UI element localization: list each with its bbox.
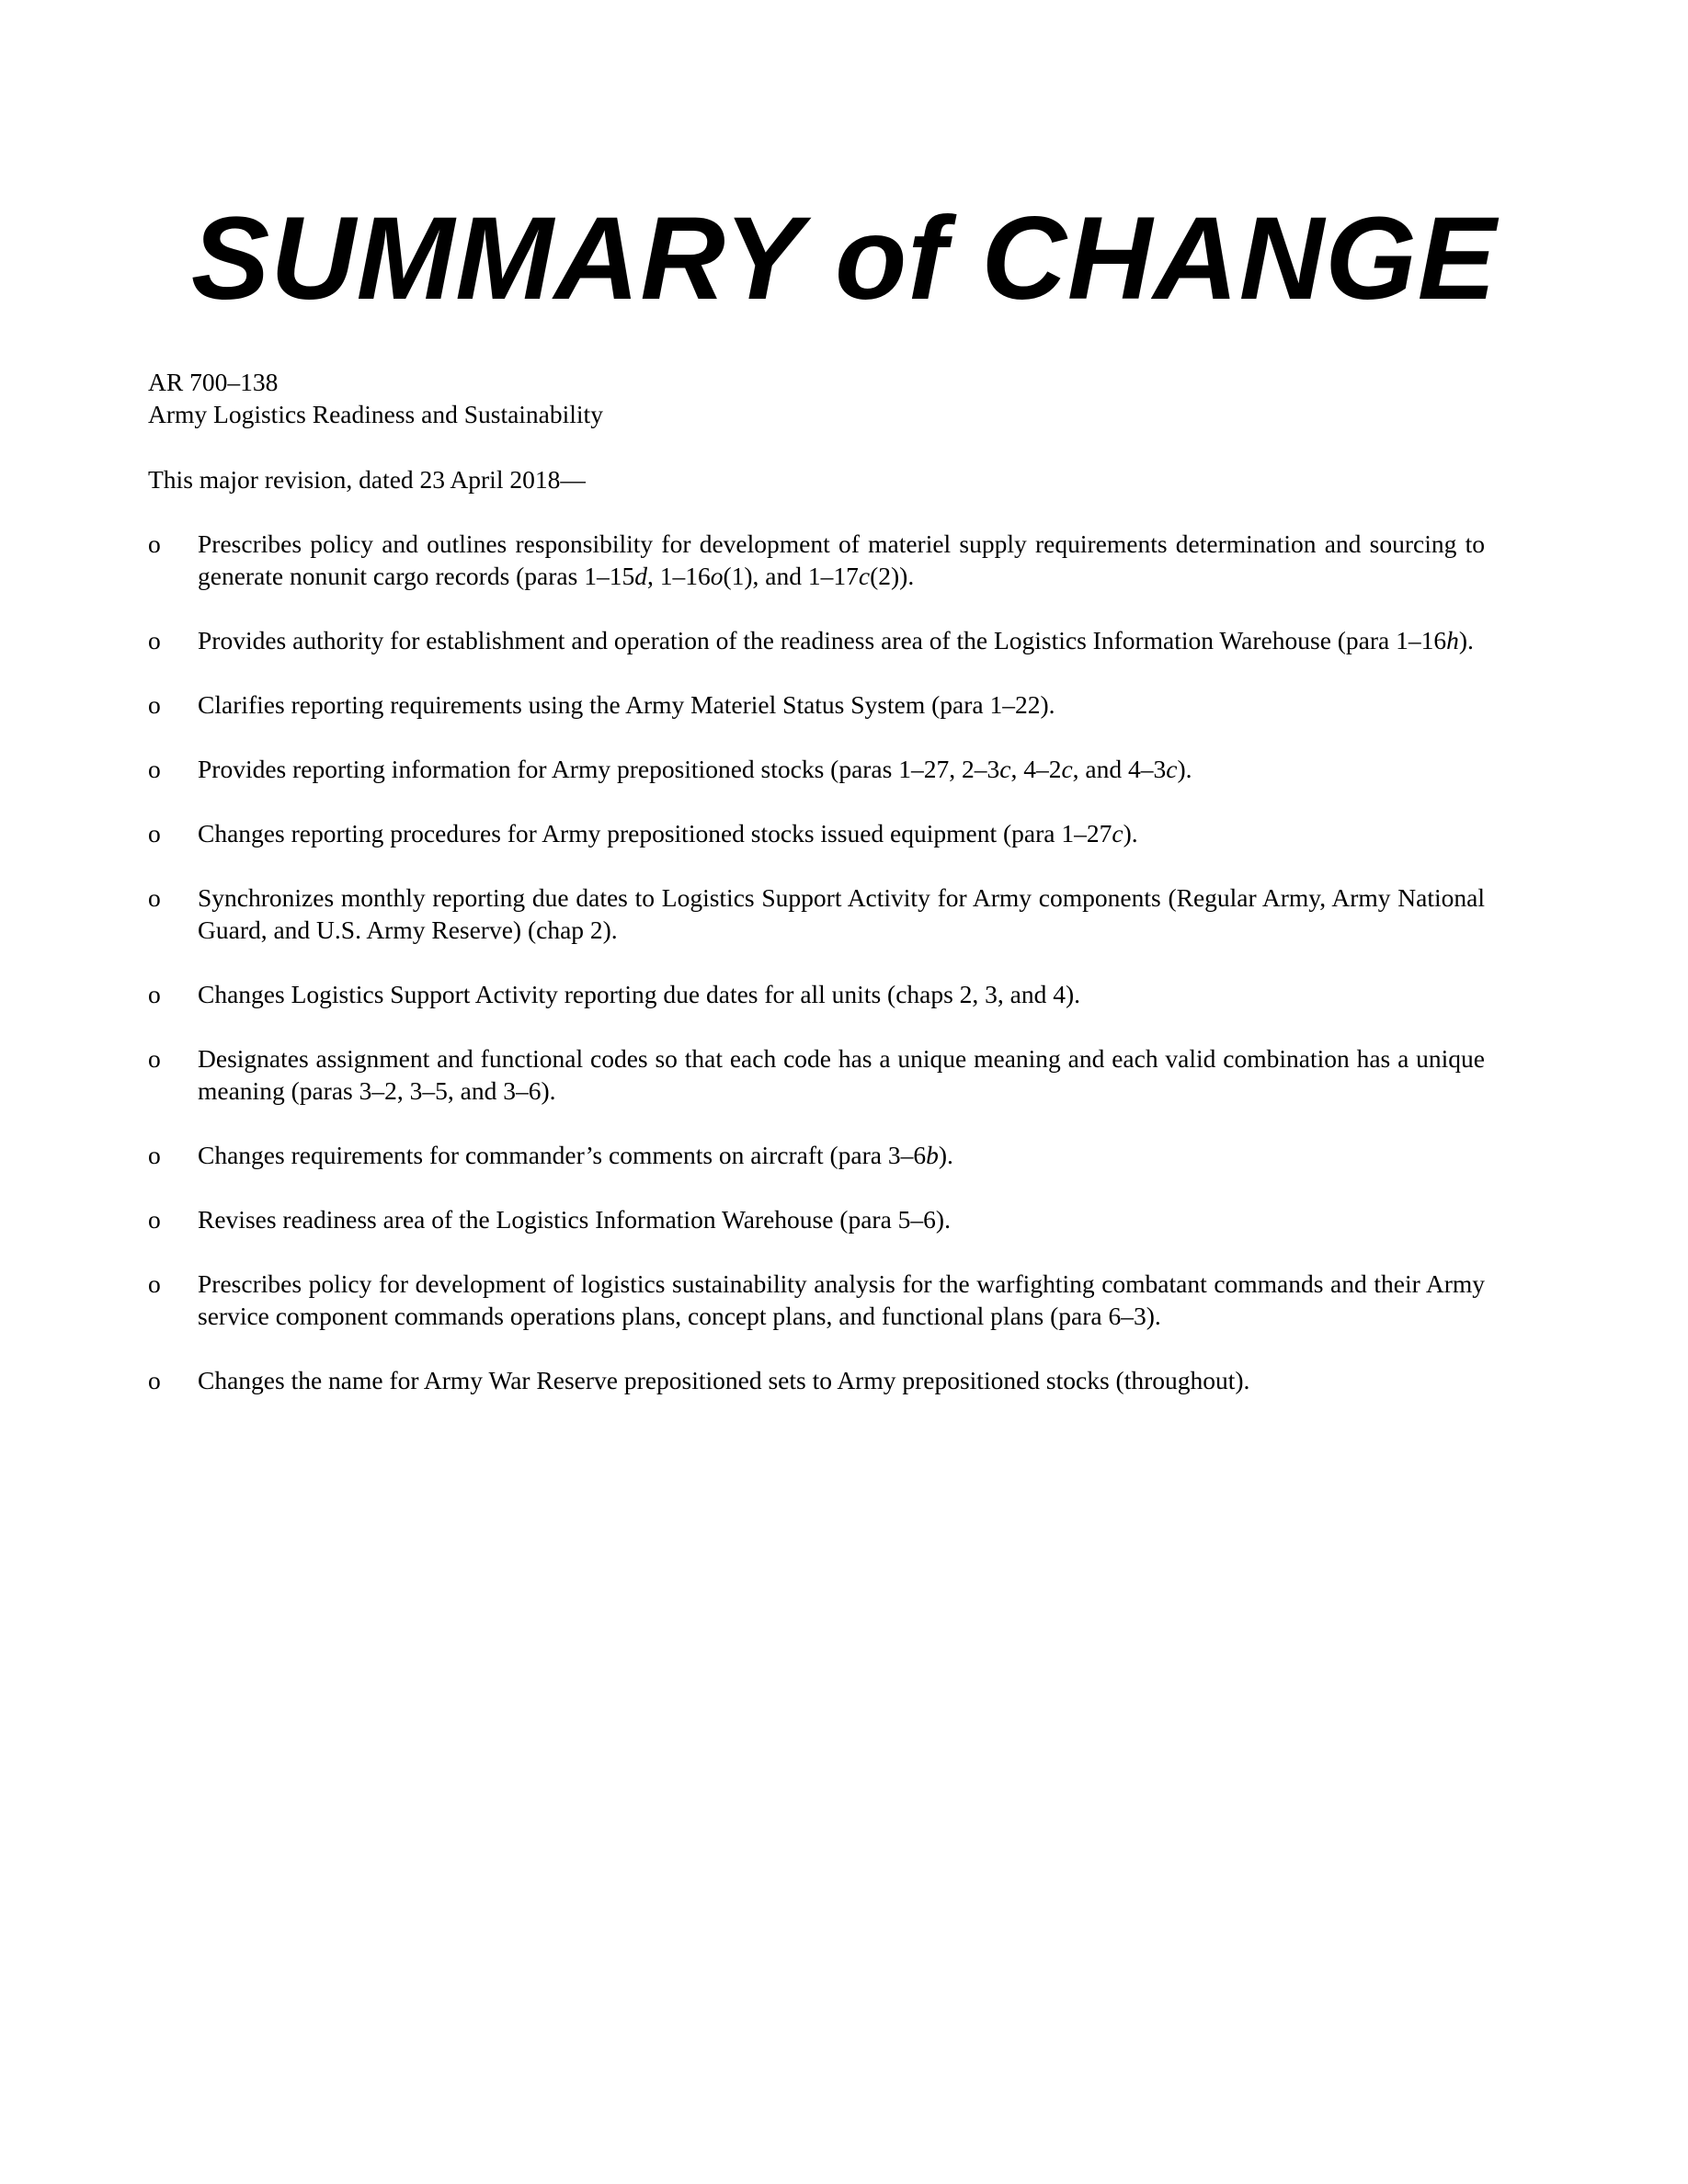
text-segment: ). <box>1458 626 1474 654</box>
change-item <box>148 528 1485 592</box>
text-segment: Designates assignment and functional codes so that each code has a unique meaning and each valid combination has a unique meaning (paras 3–2, 3–5, and 3–6). <box>198 1044 1485 1105</box>
italic-reference: c <box>1166 755 1178 783</box>
change-item <box>148 1268 1485 1332</box>
text-segment: Revises readiness area of the Logistics Information Warehouse (para 5–6). <box>198 1205 951 1234</box>
text-segment: ). <box>938 1141 953 1169</box>
bullet-marker: o <box>148 1044 161 1073</box>
change-item-text <box>198 882 1485 946</box>
regulation-title: Army Logistics Readiness and Sustainability <box>148 400 603 428</box>
text-segment: Clarifies reporting requirements using the Army Materiel Status System (para 1–22). <box>198 690 1055 719</box>
bullet-marker: o <box>148 529 161 558</box>
italic-reference: c <box>1112 819 1123 847</box>
italic-reference: d <box>634 562 647 590</box>
text-segment: Synchronizes monthly reporting due dates to Logistics Support Activity for Army components (Regular Army, Army National Guard, and U.S. Army Reserve) (chap 2). <box>198 883 1485 944</box>
italic-reference: c <box>999 755 1011 783</box>
text-segment: Provides authority for establishment and operation of the readiness area of the Logistics Information Warehouse (para 1–16 <box>198 626 1447 654</box>
change-item <box>148 978 1485 1010</box>
bullet-marker: o <box>148 626 161 654</box>
change-item-text <box>198 753 1485 785</box>
revision-note: This major revision, dated 23 April 2018— <box>148 465 586 494</box>
text-segment: Prescribes policy for development of logistics sustainability analysis for the warfighting combatant commands and their Army service component commands operations plans, concept plans, and functional plans (para 6–3). <box>198 1269 1485 1330</box>
bullet-marker: o <box>148 819 161 847</box>
italic-reference: h <box>1446 626 1459 654</box>
text-segment: ). <box>1177 755 1192 783</box>
bullet-marker: o <box>148 1205 161 1234</box>
text-segment: , and 4–3 <box>1072 755 1167 783</box>
change-item <box>148 688 1485 721</box>
bullet-marker: o <box>148 755 161 783</box>
change-item-text <box>198 978 1485 1010</box>
change-item <box>148 753 1485 785</box>
italic-reference: c <box>858 562 871 590</box>
italic-reference: c <box>1061 755 1073 783</box>
change-item-text <box>198 1268 1485 1332</box>
bullet-marker: o <box>148 690 161 719</box>
bullet-marker: o <box>148 1141 161 1169</box>
text-segment: Changes Logistics Support Activity reporting due dates for all units (chaps 2, 3, and 4). <box>198 980 1081 1008</box>
regulation-number: AR 700–138 <box>148 368 279 396</box>
change-item <box>148 882 1485 946</box>
italic-reference: o <box>710 562 724 590</box>
change-item-text <box>198 1139 1485 1171</box>
text-segment: Changes requirements for commander’s comments on aircraft (para 3–6 <box>198 1141 927 1169</box>
text-segment: Prescribes policy and outlines responsibility for development of materiel supply requirements determination and sourcing to generate nonunit cargo records (paras 1–15 <box>198 529 1485 590</box>
bullet-marker: o <box>148 980 161 1008</box>
change-item-text <box>198 817 1485 849</box>
text-segment: ). <box>1123 819 1138 847</box>
change-item <box>148 1203 1485 1235</box>
page-title: SUMMARY of CHANGE <box>190 193 1498 324</box>
change-list <box>148 528 1485 1428</box>
text-segment: Provides reporting information for Army prepositioned stocks (paras 1–27, 2–3 <box>198 755 1000 783</box>
change-item-text <box>198 1042 1485 1107</box>
change-item-text <box>198 688 1485 721</box>
text-segment: (2)). <box>870 562 915 590</box>
bullet-marker: o <box>148 1269 161 1298</box>
text-segment: (1), and 1–17 <box>723 562 859 590</box>
text-segment: Changes reporting procedures for Army prepositioned stocks issued equipment (para 1–27 <box>198 819 1112 847</box>
change-item <box>148 817 1485 849</box>
change-item-text <box>198 624 1485 656</box>
change-item-text <box>198 528 1485 592</box>
italic-reference: b <box>926 1141 939 1169</box>
bullet-marker: o <box>148 883 161 912</box>
change-item <box>148 1042 1485 1107</box>
bullet-marker: o <box>148 1366 161 1394</box>
change-item <box>148 1139 1485 1171</box>
change-item <box>148 1364 1485 1396</box>
text-segment: Changes the name for Army War Reserve prepositioned sets to Army prepositioned stocks (throughout). <box>198 1366 1250 1394</box>
text-segment: , 1–16 <box>646 562 711 590</box>
change-item <box>148 624 1485 656</box>
text-segment: , 4–2 <box>1010 755 1062 783</box>
change-item-text <box>198 1364 1485 1396</box>
change-item-text <box>198 1203 1485 1235</box>
